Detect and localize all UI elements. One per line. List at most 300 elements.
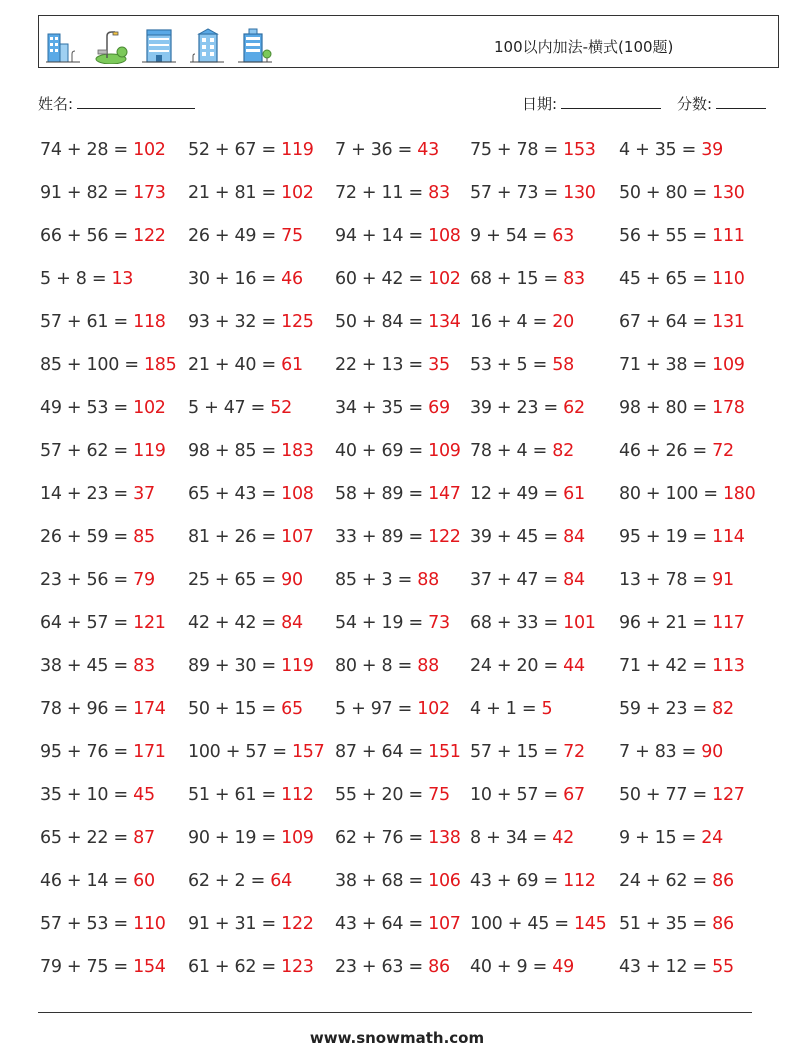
problem-item [40,570,155,590]
problem-expression: 24 + 20 = [470,656,564,676]
problem-expression: 52 + 67 = [188,140,282,160]
problem-answer: 83 [133,656,155,676]
problem-expression: 34 + 35 = [335,398,429,418]
problem-expression: 64 + 57 = [40,613,134,633]
problem-item [619,226,745,246]
header-icons [45,22,273,64]
problem-expression: 95 + 19 = [619,527,713,547]
problem-item [188,226,303,246]
problem-item [188,871,292,891]
problem-answer: 58 [552,355,574,375]
problem-answer: 108 [281,484,314,504]
problem-expression: 43 + 12 = [619,957,713,977]
problem-item [335,914,461,934]
problem-expression: 100 + 57 = [188,742,292,762]
problem-expression: 54 + 19 = [335,613,429,633]
problem-expression: 71 + 38 = [619,355,713,375]
problem-expression: 59 + 23 = [619,699,713,719]
problem-answer: 84 [563,570,585,590]
problem-expression: 65 + 43 = [188,484,282,504]
problem-answer: 101 [563,613,596,633]
problem-item [470,484,585,504]
glass-tower-icon [141,26,177,64]
problem-expression: 4 + 1 = [470,699,542,719]
problem-item [335,398,450,418]
problem-item [619,441,734,461]
problem-item [335,140,439,160]
problem-expression: 91 + 82 = [40,183,134,203]
problem-item [188,613,303,633]
problem-answer: 61 [281,355,303,375]
problem-item [188,742,324,762]
problem-expression: 39 + 23 = [470,398,564,418]
problem-answer: 145 [573,914,607,934]
problem-item [188,140,314,160]
problem-expression: 57 + 15 = [470,742,564,762]
problem-expression: 21 + 81 = [188,183,282,203]
problem-answer: 63 [552,226,574,246]
problem-expression: 43 + 64 = [335,914,429,934]
problem-expression: 12 + 49 = [470,484,564,504]
problem-item [619,527,745,547]
problem-answer: 110 [133,914,166,934]
problem-item [619,269,745,289]
problem-item [470,527,585,547]
problem-answer: 73 [428,613,450,633]
problem-answer: 112 [563,871,596,891]
problem-expression: 46 + 14 = [40,871,134,891]
problem-item [619,871,734,891]
problem-expression: 24 + 62 = [619,871,713,891]
problem-answer: 88 [417,656,439,676]
problem-expression: 51 + 35 = [619,914,713,934]
problem-item [335,183,450,203]
date-field[interactable] [522,93,661,114]
problem-expression: 78 + 96 = [40,699,134,719]
problem-answer: 102 [133,398,166,418]
problem-expression: 7 + 83 = [619,742,702,762]
problem-expression: 45 + 65 = [619,269,713,289]
problem-answer: 88 [417,570,439,590]
problem-item [40,140,166,160]
problem-expression: 98 + 85 = [188,441,282,461]
problem-answer: 102 [417,699,450,719]
problem-answer: 173 [133,183,166,203]
problem-expression: 22 + 13 = [335,355,429,375]
problem-item [335,441,461,461]
problem-item [335,656,439,676]
problem-item [40,484,155,504]
problem-expression: 61 + 62 = [188,957,282,977]
problem-answer: 86 [712,871,734,891]
name-blank[interactable] [77,95,195,109]
problem-expression: 62 + 2 = [188,871,271,891]
problem-answer: 65 [281,699,303,719]
problem-expression: 58 + 89 = [335,484,429,504]
problem-expression: 94 + 14 = [335,226,429,246]
problem-answer: 82 [712,699,734,719]
problem-answer: 46 [281,269,303,289]
problem-expression: 33 + 89 = [335,527,429,547]
problem-expression: 96 + 21 = [619,613,713,633]
problem-answer: 79 [133,570,155,590]
problem-item [40,828,155,848]
problem-expression: 56 + 55 = [619,226,713,246]
problem-answer: 122 [281,914,314,934]
problem-answer: 122 [428,527,461,547]
problem-expression: 62 + 76 = [335,828,429,848]
problem-answer: 42 [552,828,574,848]
problem-item [40,312,166,332]
problem-answer: 130 [712,183,745,203]
office-building-icon [45,26,81,64]
problem-answer: 90 [281,570,303,590]
problem-item [470,355,574,375]
problem-answer: 83 [428,183,450,203]
problem-expression: 80 + 8 = [335,656,418,676]
problem-item [335,355,450,375]
problem-expression: 80 + 100 = [619,484,723,504]
name-label: 姓名: [38,95,74,113]
problem-answer: 72 [563,742,585,762]
problem-item [619,742,723,762]
problem-answer: 86 [428,957,450,977]
problem-expression: 26 + 59 = [40,527,134,547]
problem-expression: 26 + 49 = [188,226,282,246]
footer-website: www.snowmath.com [309,1029,485,1047]
problem-item [619,699,734,719]
problem-answer: 64 [270,871,292,891]
problem-expression: 14 + 23 = [40,484,134,504]
problem-answer: 185 [143,355,177,375]
problem-item [40,527,155,547]
problem-answer: 118 [133,312,166,332]
problem-answer: 107 [428,914,461,934]
problem-expression: 68 + 33 = [470,613,564,633]
problem-answer: 153 [563,140,596,160]
problem-answer: 138 [428,828,461,848]
problem-item [335,699,450,719]
problem-expression: 51 + 61 = [188,785,282,805]
problem-answer: 49 [552,957,574,977]
problem-expression: 21 + 40 = [188,355,282,375]
problem-expression: 10 + 57 = [470,785,564,805]
problem-item [40,742,166,762]
problem-answer: 102 [133,140,166,160]
problem-item [470,871,596,891]
problem-answer: 122 [133,226,166,246]
problem-answer: 119 [133,441,166,461]
street-lamp-park-icon [93,26,129,64]
problem-answer: 109 [281,828,314,848]
problem-expression: 46 + 26 = [619,441,713,461]
problem-expression: 65 + 22 = [40,828,134,848]
problem-item [188,527,314,547]
problem-item [40,226,166,246]
problem-item [619,183,745,203]
problem-item [470,914,606,934]
problem-item [40,957,166,977]
problem-item [335,613,450,633]
problem-item [619,570,734,590]
problem-expression: 89 + 30 = [188,656,282,676]
problem-item [188,570,303,590]
problem-answer: 84 [563,527,585,547]
problem-answer: 75 [281,226,303,246]
problem-expression: 100 + 45 = [470,914,574,934]
problem-item [619,484,755,504]
problem-expression: 85 + 100 = [40,355,144,375]
problem-answer: 91 [712,570,734,590]
problem-item [188,398,292,418]
problem-answer: 102 [281,183,314,203]
problem-expression: 39 + 45 = [470,527,564,547]
problem-item [40,656,155,676]
problem-item [188,312,314,332]
problem-expression: 74 + 28 = [40,140,134,160]
problem-answer: 183 [281,441,314,461]
problem-expression: 87 + 64 = [335,742,429,762]
problem-item [470,699,552,719]
problem-item [188,785,314,805]
problem-answer: 5 [541,699,553,719]
problem-answer: 90 [701,742,723,762]
problem-item [40,699,166,719]
problem-item [470,183,596,203]
problem-item [470,441,574,461]
problem-expression: 35 + 10 = [40,785,134,805]
problem-item [335,527,461,547]
problem-item [188,484,314,504]
problem-expression: 49 + 53 = [40,398,134,418]
problem-item [619,398,745,418]
problem-expression: 90 + 19 = [188,828,282,848]
problem-item [619,656,745,676]
problem-answer: 85 [133,527,155,547]
problem-answer: 130 [563,183,596,203]
problem-item [619,613,745,633]
problem-expression: 23 + 63 = [335,957,429,977]
problem-item [335,828,461,848]
problem-expression: 7 + 36 = [335,140,418,160]
problem-answer: 61 [563,484,585,504]
score-label: 分数: [677,95,713,113]
problem-expression: 91 + 31 = [188,914,282,934]
problem-expression: 81 + 26 = [188,527,282,547]
problem-answer: 121 [133,613,166,633]
problem-answer: 114 [712,527,745,547]
problem-item [470,226,574,246]
problem-answer: 52 [270,398,292,418]
problem-answer: 86 [712,914,734,934]
problem-item [40,441,166,461]
problem-expression: 57 + 61 = [40,312,134,332]
problem-answer: 157 [291,742,325,762]
problem-item [470,785,585,805]
problem-answer: 107 [281,527,314,547]
problem-answer: 108 [428,226,461,246]
problem-expression: 60 + 42 = [335,269,429,289]
problem-expression: 67 + 64 = [619,312,713,332]
problem-expression: 43 + 69 = [470,871,564,891]
problem-expression: 79 + 75 = [40,957,134,977]
problem-item [40,871,155,891]
problem-answer: 102 [428,269,461,289]
date-label: 日期: [522,95,558,113]
problem-expression: 5 + 47 = [188,398,271,418]
problem-item [619,828,723,848]
problem-item [470,656,585,676]
problem-answer: 151 [428,742,461,762]
problem-answer: 119 [281,656,314,676]
problem-item [470,957,574,977]
problem-item [335,570,439,590]
problem-answer: 39 [701,140,723,160]
problem-expression: 72 + 11 = [335,183,429,203]
problem-item [335,785,450,805]
problem-answer: 125 [281,312,314,332]
problem-item [188,957,314,977]
problem-answer: 171 [133,742,166,762]
problem-answer: 109 [712,355,745,375]
problem-answer: 178 [712,398,745,418]
problem-answer: 180 [722,484,756,504]
problem-expression: 50 + 80 = [619,183,713,203]
problem-expression: 57 + 73 = [470,183,564,203]
problem-item [188,183,314,203]
problem-expression: 4 + 35 = [619,140,702,160]
problem-item [40,269,133,289]
problem-expression: 95 + 76 = [40,742,134,762]
footer-divider [38,1012,752,1013]
score-field[interactable] [677,93,766,114]
problem-answer: 106 [428,871,461,891]
problem-item [335,742,461,762]
problem-answer: 87 [133,828,155,848]
problem-expression: 50 + 84 = [335,312,429,332]
problem-expression: 53 + 5 = [470,355,553,375]
problem-expression: 23 + 56 = [40,570,134,590]
problem-expression: 5 + 97 = [335,699,418,719]
problem-answer: 84 [281,613,303,633]
problem-answer: 82 [552,441,574,461]
problem-item [619,957,734,977]
problem-item [335,484,461,504]
problem-item [470,269,585,289]
problem-expression: 50 + 15 = [188,699,282,719]
problem-expression: 37 + 47 = [470,570,564,590]
problem-answer: 20 [552,312,574,332]
problem-item [188,914,314,934]
problem-answer: 75 [428,785,450,805]
problem-item [335,226,461,246]
problem-item [188,441,314,461]
problem-expression: 9 + 54 = [470,226,553,246]
problem-answer: 45 [133,785,155,805]
score-blank[interactable] [716,95,766,109]
problem-answer: 127 [712,785,745,805]
problem-expression: 40 + 9 = [470,957,553,977]
problem-item [40,914,166,934]
problem-answer: 55 [712,957,734,977]
problem-item [470,742,585,762]
problem-item [619,785,745,805]
problem-item [40,183,166,203]
problem-answer: 72 [712,441,734,461]
problem-answer: 147 [428,484,461,504]
problem-item [40,613,166,633]
problem-item [40,355,176,375]
problem-item [188,269,303,289]
problem-answer: 113 [712,656,745,676]
problem-item [470,140,596,160]
problem-expression: 55 + 20 = [335,785,429,805]
problem-answer: 24 [701,828,723,848]
problem-item [470,312,574,332]
problem-expression: 78 + 4 = [470,441,553,461]
problem-item [188,656,314,676]
problem-answer: 110 [712,269,745,289]
problem-answer: 154 [133,957,166,977]
problem-item [335,957,450,977]
problem-item [470,613,596,633]
problem-expression: 38 + 45 = [40,656,134,676]
problem-item [335,871,461,891]
problem-answer: 111 [712,226,745,246]
problem-item [470,398,585,418]
problem-expression: 85 + 3 = [335,570,418,590]
problem-expression: 30 + 16 = [188,269,282,289]
problem-answer: 119 [281,140,314,160]
problem-expression: 75 + 78 = [470,140,564,160]
problem-expression: 50 + 77 = [619,785,713,805]
problem-item [40,785,155,805]
problem-expression: 13 + 78 = [619,570,713,590]
problem-expression: 16 + 4 = [470,312,553,332]
problem-answer: 44 [563,656,585,676]
apartment-building-icon [189,26,225,64]
problem-answer: 117 [712,613,745,633]
problem-item [619,312,745,332]
problem-expression: 66 + 56 = [40,226,134,246]
problem-expression: 68 + 15 = [470,269,564,289]
problem-answer: 174 [133,699,166,719]
problem-item [335,312,461,332]
problem-answer: 131 [712,312,745,332]
worksheet-header [38,15,779,68]
problem-item [40,398,166,418]
problem-answer: 112 [281,785,314,805]
problem-answer: 123 [281,957,314,977]
problem-item [619,914,734,934]
problem-answer: 109 [428,441,461,461]
problem-answer: 35 [428,355,450,375]
problem-expression: 93 + 32 = [188,312,282,332]
city-tower-icon [237,26,273,64]
problem-answer: 62 [563,398,585,418]
problem-expression: 57 + 53 = [40,914,134,934]
problem-answer: 60 [133,871,155,891]
problem-answer: 67 [563,785,585,805]
name-field[interactable] [38,93,195,114]
problem-expression: 57 + 62 = [40,441,134,461]
problem-expression: 9 + 15 = [619,828,702,848]
problem-item [619,140,723,160]
problem-answer: 43 [417,140,439,160]
date-blank[interactable] [561,95,661,109]
problem-answer: 37 [133,484,155,504]
problem-expression: 5 + 8 = [40,269,112,289]
